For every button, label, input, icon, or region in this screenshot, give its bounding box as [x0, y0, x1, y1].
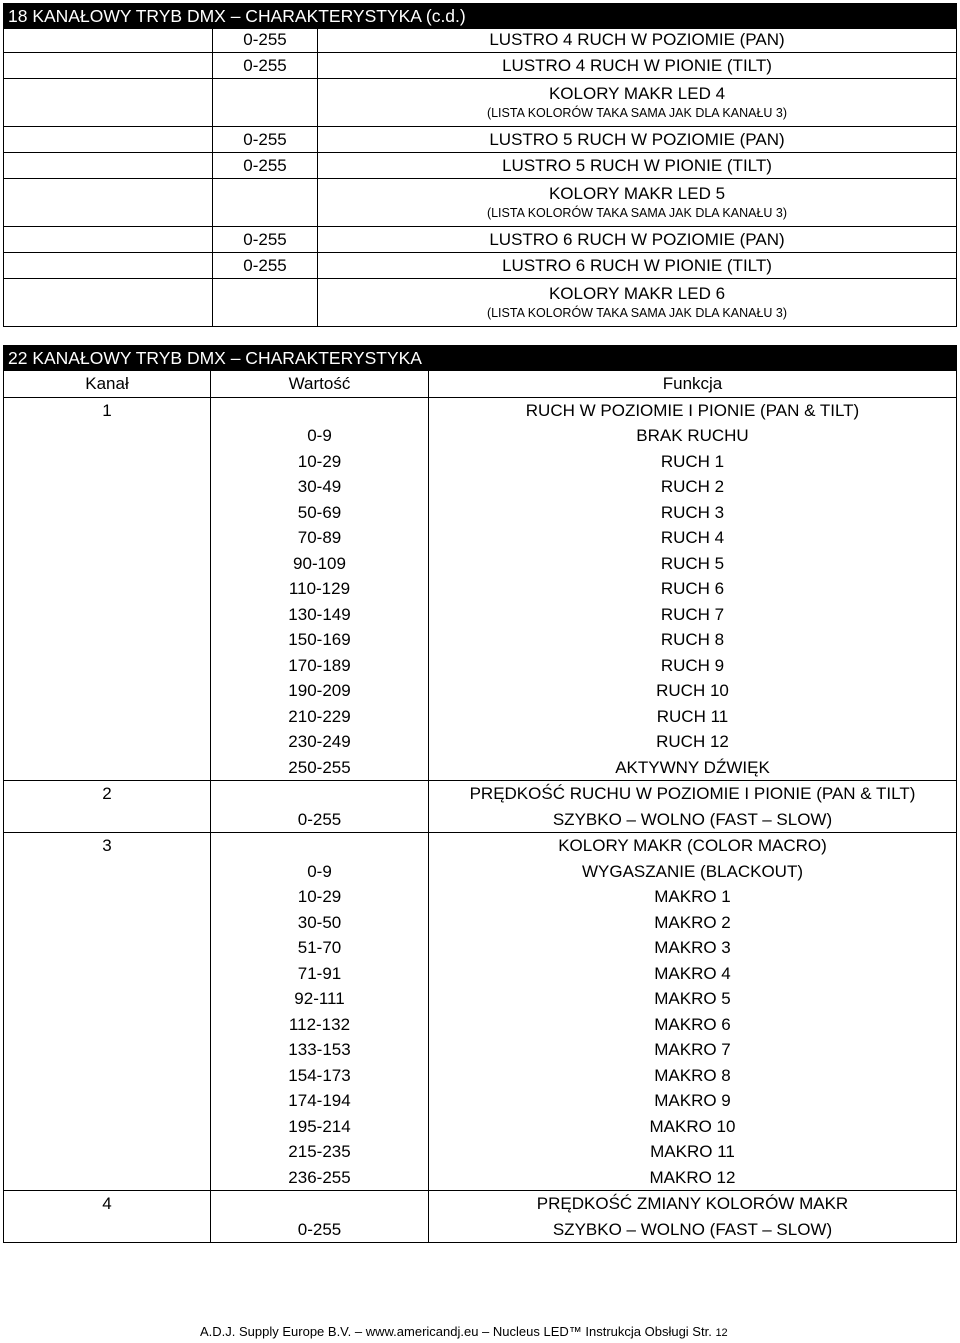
function-note: (LISTA KOLORÓW TAKA SAMA JAK DLA KANAŁU 3) — [486, 206, 788, 220]
channel-cell — [4, 474, 211, 500]
value-cell: 10-29 — [211, 449, 429, 475]
value-cell: 112-132 — [211, 1012, 429, 1038]
channel-cell — [4, 755, 211, 781]
channel-cell — [4, 1165, 211, 1191]
channel-cell — [4, 653, 211, 679]
value-cell: 90-109 — [211, 551, 429, 577]
function-cell — [318, 79, 957, 127]
channel-function-title: PRĘDKOŚĆ RUCHU W POZIOMIE I PIONIE (PAN & TILT) — [429, 781, 957, 807]
value-cell: 0-255 — [211, 807, 429, 833]
function-cell: LUSTRO 5 RUCH W POZIOMIE (PAN) — [318, 127, 957, 153]
function-cell — [318, 279, 957, 327]
channel-cell — [4, 729, 211, 755]
table-header-row — [4, 371, 957, 398]
range-cell — [213, 79, 318, 127]
function-cell: LUSTRO 4 RUCH W POZIOMIE (PAN) — [318, 27, 957, 53]
function-cell: RUCH 3 — [429, 500, 957, 526]
table-row — [4, 500, 957, 526]
table-row — [4, 602, 957, 628]
footer-text: A.D.J. Supply Europe B.V. – www.americandj.eu – Nucleus LED™ Instrukcja Obsługi Str. — [200, 1324, 712, 1339]
function-label: KOLORY MAKR LED 4 — [548, 84, 726, 103]
channel-cell — [4, 279, 213, 327]
table-row — [4, 678, 957, 704]
channel-function-title: RUCH W POZIOMIE I PIONIE (PAN & TILT) — [429, 397, 957, 423]
table-row — [4, 1139, 957, 1165]
value-cell: 50-69 — [211, 500, 429, 526]
function-cell: MAKRO 7 — [429, 1037, 957, 1063]
value-cell: 130-149 — [211, 602, 429, 628]
channel-title-row — [4, 833, 957, 859]
range-cell: 0-255 — [213, 227, 318, 253]
value-cell: 10-29 — [211, 884, 429, 910]
channel-cell — [4, 935, 211, 961]
channel-cell — [4, 1063, 211, 1089]
page-footer — [200, 1324, 728, 1339]
channel-cell — [4, 423, 211, 449]
channel-cell — [4, 678, 211, 704]
table-row — [4, 227, 957, 253]
range-cell: 0-255 — [213, 27, 318, 53]
value-cell — [211, 1191, 429, 1217]
table-row — [4, 1165, 957, 1191]
function-cell: MAKRO 5 — [429, 986, 957, 1012]
header-function: Funkcja — [429, 371, 957, 398]
channel-number: 1 — [4, 397, 211, 423]
section1-title: 18 KANAŁOWY TRYB DMX – CHARAKTERYSTYKA (c.d.) — [3, 3, 957, 29]
channel-cell — [4, 627, 211, 653]
function-cell: RUCH 5 — [429, 551, 957, 577]
function-cell: MAKRO 1 — [429, 884, 957, 910]
channel-cell — [4, 449, 211, 475]
channel-cell — [4, 1037, 211, 1063]
channel-cell — [4, 1217, 211, 1243]
value-cell: 150-169 — [211, 627, 429, 653]
channel-cell — [4, 253, 213, 279]
function-cell: AKTYWNY DŹWIĘK — [429, 755, 957, 781]
function-cell: MAKRO 3 — [429, 935, 957, 961]
channel-cell — [4, 179, 213, 227]
value-cell — [211, 781, 429, 807]
function-cell: RUCH 2 — [429, 474, 957, 500]
value-cell: 133-153 — [211, 1037, 429, 1063]
table-row — [4, 53, 957, 79]
table-row — [4, 1217, 957, 1243]
channel-number: 3 — [4, 833, 211, 859]
channel-cell — [4, 859, 211, 885]
range-cell: 0-255 — [213, 127, 318, 153]
value-cell: 215-235 — [211, 1139, 429, 1165]
table-row — [4, 1063, 957, 1089]
channel-cell — [4, 27, 213, 53]
function-cell: LUSTRO 6 RUCH W PIONIE (TILT) — [318, 253, 957, 279]
channel-function-title: KOLORY MAKR (COLOR MACRO) — [429, 833, 957, 859]
table-row — [4, 423, 957, 449]
function-cell: RUCH 10 — [429, 678, 957, 704]
channel-cell — [4, 961, 211, 987]
table-row — [4, 961, 957, 987]
dmx22-table — [3, 370, 957, 1243]
channel-cell — [4, 525, 211, 551]
function-cell: RUCH 12 — [429, 729, 957, 755]
channel-title-row — [4, 397, 957, 423]
value-cell — [211, 397, 429, 423]
value-cell: 0-9 — [211, 859, 429, 885]
table-row — [4, 859, 957, 885]
value-cell: 154-173 — [211, 1063, 429, 1089]
table-row — [4, 704, 957, 730]
channel-cell — [4, 551, 211, 577]
value-cell: 174-194 — [211, 1088, 429, 1114]
table-row — [4, 27, 957, 53]
channel-cell — [4, 1088, 211, 1114]
function-cell: MAKRO 2 — [429, 910, 957, 936]
function-cell: RUCH 1 — [429, 449, 957, 475]
table-row — [4, 153, 957, 179]
function-cell: MAKRO 6 — [429, 1012, 957, 1038]
table-row — [4, 1012, 957, 1038]
value-cell: 0-255 — [211, 1217, 429, 1243]
function-cell: MAKRO 10 — [429, 1114, 957, 1140]
value-cell: 92-111 — [211, 986, 429, 1012]
table-row — [4, 935, 957, 961]
function-cell: MAKRO 11 — [429, 1139, 957, 1165]
table-row — [4, 127, 957, 153]
function-cell — [318, 179, 957, 227]
channel-cell — [4, 1139, 211, 1165]
channel-cell — [4, 884, 211, 910]
function-note: (LISTA KOLORÓW TAKA SAMA JAK DLA KANAŁU 3) — [486, 106, 788, 120]
value-cell: 71-91 — [211, 961, 429, 987]
header-value: Wartość — [211, 371, 429, 398]
channel-function-title: PRĘDKOŚĆ ZMIANY KOLORÓW MAKR — [429, 1191, 957, 1217]
function-cell: RUCH 11 — [429, 704, 957, 730]
table-row — [4, 253, 957, 279]
value-cell: 51-70 — [211, 935, 429, 961]
value-cell — [211, 833, 429, 859]
function-cell: WYGASZANIE (BLACKOUT) — [429, 859, 957, 885]
value-cell: 30-49 — [211, 474, 429, 500]
page-number: 12 — [715, 1327, 728, 1339]
function-cell: RUCH 4 — [429, 525, 957, 551]
channel-cell — [4, 986, 211, 1012]
table-row — [4, 807, 957, 833]
channel-title-row — [4, 1191, 957, 1217]
function-cell: MAKRO 12 — [429, 1165, 957, 1191]
channel-cell — [4, 1012, 211, 1038]
value-cell: 70-89 — [211, 525, 429, 551]
table-row — [4, 653, 957, 679]
function-cell: SZYBKO – WOLNO (FAST – SLOW) — [429, 807, 957, 833]
range-cell: 0-255 — [213, 53, 318, 79]
function-cell: LUSTRO 6 RUCH W POZIOMIE (PAN) — [318, 227, 957, 253]
channel-cell — [4, 79, 213, 127]
channel-cell — [4, 1114, 211, 1140]
table-row — [4, 729, 957, 755]
function-note: (LISTA KOLORÓW TAKA SAMA JAK DLA KANAŁU 3) — [486, 306, 788, 320]
table-row — [4, 449, 957, 475]
value-cell: 0-9 — [211, 423, 429, 449]
table-row — [4, 755, 957, 781]
channel-cell — [4, 704, 211, 730]
function-cell: RUCH 8 — [429, 627, 957, 653]
value-cell: 230-249 — [211, 729, 429, 755]
function-cell: RUCH 7 — [429, 602, 957, 628]
function-cell: SZYBKO – WOLNO (FAST – SLOW) — [429, 1217, 957, 1243]
value-cell: 170-189 — [211, 653, 429, 679]
table-row — [4, 986, 957, 1012]
channel-cell — [4, 500, 211, 526]
section2-title: 22 KANAŁOWY TRYB DMX – CHARAKTERYSTYKA — [3, 345, 957, 371]
channel-cell — [4, 127, 213, 153]
range-cell — [213, 279, 318, 327]
value-cell: 236-255 — [211, 1165, 429, 1191]
table-row — [4, 525, 957, 551]
function-cell: MAKRO 8 — [429, 1063, 957, 1089]
range-cell: 0-255 — [213, 153, 318, 179]
channel-cell — [4, 227, 213, 253]
value-cell: 195-214 — [211, 1114, 429, 1140]
function-cell: RUCH 6 — [429, 576, 957, 602]
table-row — [4, 474, 957, 500]
table-row — [4, 884, 957, 910]
table-row — [4, 1037, 957, 1063]
table-row — [4, 551, 957, 577]
channel-cell — [4, 53, 213, 79]
value-cell: 30-50 — [211, 910, 429, 936]
function-cell: LUSTRO 4 RUCH W PIONIE (TILT) — [318, 53, 957, 79]
channel-cell — [4, 910, 211, 936]
function-cell: BRAK RUCHU — [429, 423, 957, 449]
table-row — [4, 279, 957, 327]
channel-cell — [4, 153, 213, 179]
channel-cell — [4, 576, 211, 602]
header-channel: Kanał — [4, 371, 211, 398]
channel-title-row — [4, 781, 957, 807]
range-cell — [213, 179, 318, 227]
table-row — [4, 627, 957, 653]
value-cell: 210-229 — [211, 704, 429, 730]
function-label: KOLORY MAKR LED 5 — [548, 184, 726, 203]
channel-cell — [4, 807, 211, 833]
table-row — [4, 576, 957, 602]
range-cell: 0-255 — [213, 253, 318, 279]
dmx18-table — [3, 26, 957, 327]
function-cell: LUSTRO 5 RUCH W PIONIE (TILT) — [318, 153, 957, 179]
function-cell: MAKRO 9 — [429, 1088, 957, 1114]
channel-cell — [4, 602, 211, 628]
function-cell: MAKRO 4 — [429, 961, 957, 987]
channel-number: 4 — [4, 1191, 211, 1217]
value-cell: 110-129 — [211, 576, 429, 602]
table-row — [4, 1114, 957, 1140]
table-row — [4, 79, 957, 127]
table-row — [4, 910, 957, 936]
function-cell: RUCH 9 — [429, 653, 957, 679]
value-cell: 250-255 — [211, 755, 429, 781]
value-cell: 190-209 — [211, 678, 429, 704]
table-row — [4, 179, 957, 227]
table-row — [4, 1088, 957, 1114]
channel-number: 2 — [4, 781, 211, 807]
function-label: KOLORY MAKR LED 6 — [548, 284, 726, 303]
